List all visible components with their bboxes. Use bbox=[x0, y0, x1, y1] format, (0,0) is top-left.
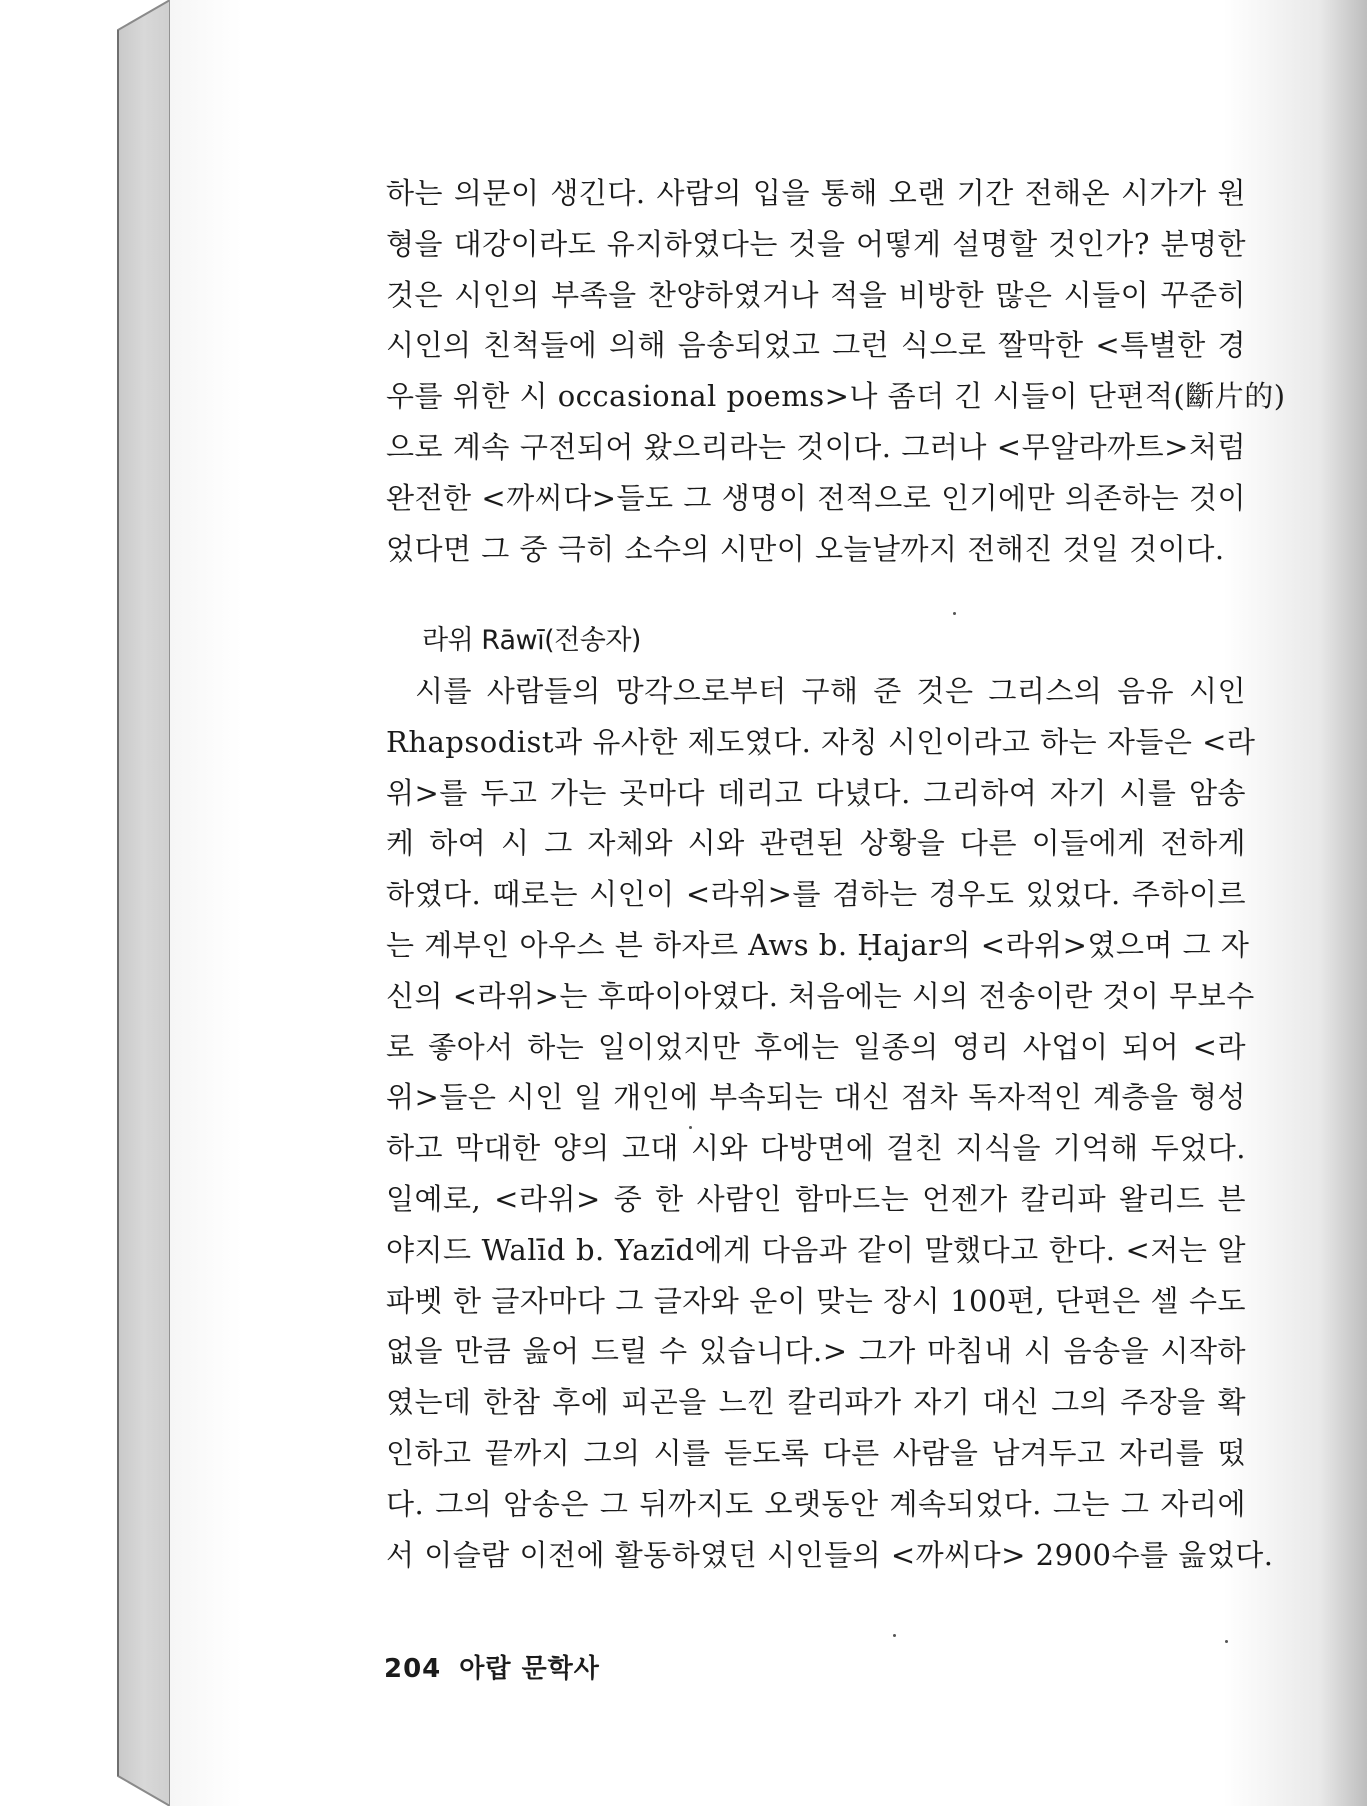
text-line: 었다면 그 중 극히 소수의 시만이 오늘날까지 전해진 것일 것이다. bbox=[386, 531, 1225, 566]
text-line: 신의 <라위>는 후따이아였다. 처음에는 시의 전송이란 것이 무보수 bbox=[386, 978, 1255, 1013]
text-line: 인하고 끝까지 그의 시를 듣도록 다른 사람을 남겨두고 자리를 떴 bbox=[386, 1435, 1246, 1470]
text-line: 일예로, <라위> 중 한 사람인 함마드는 언젠가 칼리파 왈리드 븐 bbox=[386, 1181, 1246, 1216]
text-line: 다. 그의 암송은 그 뒤까지도 오랫동안 계속되었다. 그는 그 자리에 bbox=[386, 1486, 1246, 1521]
scan-speck bbox=[1225, 1640, 1228, 1643]
text-line: 없을 만큼 읊어 드릴 수 있습니다.> 그가 마침내 시 음송을 시작하 bbox=[386, 1334, 1246, 1369]
scan-speck bbox=[953, 612, 956, 615]
text-line: 위>들은 시인 일 개인에 부속되는 대신 점차 독자적인 계층을 형성 bbox=[386, 1080, 1246, 1115]
page-footer bbox=[384, 1648, 618, 1685]
text-line: 하는 의문이 생긴다. 사람의 입을 통해 오랜 기간 전해온 시가가 원 bbox=[386, 176, 1246, 210]
paragraph-1 bbox=[386, 168, 1286, 574]
scan-speck bbox=[893, 1634, 896, 1637]
text-line: 파벳 한 글자마다 그 글자와 운이 맞는 장시 100편, 단편은 셀 수도 bbox=[386, 1283, 1246, 1318]
text-line: 서 이슬람 이전에 활동하였던 시인들의 <까씨다> 2900수를 읊었다. bbox=[386, 1537, 1274, 1572]
text-line: 하였다. 때로는 시인이 <라위>를 겸하는 경우도 있었다. 주하이르 bbox=[386, 877, 1246, 912]
section-heading: 라위 Rāwī(전송자) bbox=[422, 625, 641, 656]
text-line: 케 하여 시 그 자체와 시와 관련된 상황을 다른 이들에게 전하게 bbox=[386, 826, 1246, 861]
text-line: 형을 대강이라도 유지하였다는 것을 어떻게 설명할 것인가? 분명한 bbox=[386, 226, 1246, 261]
text-line: 시인의 친척들에 의해 음송되었고 그런 식으로 짤막한 <특별한 경 bbox=[386, 328, 1246, 363]
text-line: 위>를 두고 가는 곳마다 데리고 다녔다. 그리하여 자기 시를 암송 bbox=[386, 775, 1246, 810]
text-line: 우를 위한 시 occasional poems>나 좀더 긴 시들이 단편적(斷片的) bbox=[386, 379, 1286, 414]
text-line: 시를 사람들의 망각으로부터 구해 준 것은 그리스의 음유 시인 bbox=[415, 674, 1246, 708]
text-line: Rhapsodist과 유사한 제도였다. 자칭 시인이라고 하는 자들은 <라 bbox=[386, 724, 1256, 759]
text-line: 으로 계속 구전되어 왔으리라는 것이다. 그러나 <무알라까트>처럼 bbox=[386, 429, 1246, 464]
paragraph-1-text bbox=[386, 168, 1286, 574]
book-title: 아랍 문학사 bbox=[459, 1654, 600, 1684]
scan-speck bbox=[689, 1126, 692, 1129]
paragraph-2-text bbox=[386, 666, 1274, 1580]
text-line: 였는데 한참 후에 피곤을 느낀 칼리파가 자기 대신 그의 주장을 확 bbox=[386, 1385, 1246, 1420]
paragraph-2 bbox=[386, 666, 1274, 1580]
text-line: 야지드 Walīd b. Yazīd에게 다음과 같이 말했다고 한다. <저는 알 bbox=[386, 1232, 1246, 1267]
text-line: 하고 막대한 양의 고대 시와 다방면에 걸친 지식을 기억해 두었다. bbox=[386, 1131, 1246, 1166]
text-line: 것은 시인의 부족을 찬양하였거나 적을 비방한 많은 시들이 꾸준히 bbox=[386, 277, 1246, 312]
text-line: 로 좋아서 하는 일이었지만 후에는 일종의 영리 사업이 되어 <라 bbox=[386, 1029, 1246, 1064]
text-line: 완전한 <까씨다>들도 그 생명이 전적으로 인기에만 의존하는 것이 bbox=[386, 480, 1246, 515]
page-number: 204 bbox=[384, 1654, 442, 1684]
text-line: 는 계부인 아우스 븐 하자르 Aws b. Ḥajar의 <라위>였으며 그 자 bbox=[386, 927, 1250, 962]
